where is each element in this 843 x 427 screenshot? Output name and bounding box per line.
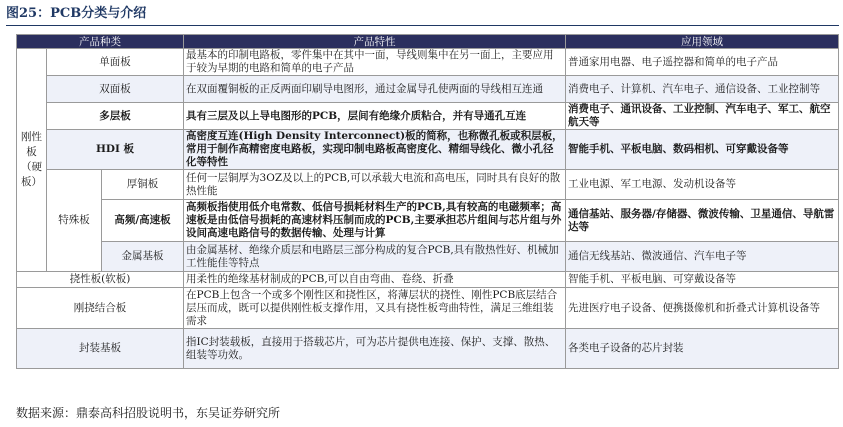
table-row bbox=[17, 130, 839, 170]
row-feature-thick-copper: 任何一层铜厚为3OZ及以上的PCB,可以承载大电流和高电压，同时具有良好的散热性能 bbox=[184, 170, 566, 200]
table-row bbox=[17, 49, 839, 76]
row-app-thick-copper: 工业电源、军工电源、发动机设备等 bbox=[566, 170, 839, 200]
row-name-hdi: HDI 板 bbox=[47, 130, 184, 170]
table-row bbox=[17, 272, 839, 288]
row-app-hdi: 智能手机、平板电脑、数码相机、可穿戴设备等 bbox=[566, 130, 839, 170]
row-feature-flex: 用柔性的绝缘基材制成的PCB,可以自由弯曲、卷绕、折叠 bbox=[184, 272, 566, 288]
row-feature-substrate: 指IC封装载板，直接用于搭载芯片，可为芯片提供电连接、保护、支撑、散热、组装等功效。 bbox=[184, 329, 566, 369]
row-name-flex: 挠性板(软板) bbox=[17, 272, 184, 288]
row-name-double: 双面板 bbox=[47, 76, 184, 103]
header-category: 产品种类 bbox=[17, 35, 184, 49]
row-feature-double: 在双面覆铜板的正反两面印刷导电图形，通过金属导孔使两面的导线相互连通 bbox=[184, 76, 566, 103]
rigid-group-label: 刚性板（硬板） bbox=[17, 49, 47, 272]
row-app-double: 消费电子、计算机、汽车电子、通信设备、工业控制等 bbox=[566, 76, 839, 103]
table-header-row bbox=[17, 35, 839, 49]
row-feature-multilayer: 具有三层及以上导电图形的PCB，层间有绝缘介质粘合，并有导通孔互连 bbox=[184, 103, 566, 130]
table-row bbox=[17, 170, 839, 200]
special-group-label: 特殊板 bbox=[47, 170, 102, 272]
row-name-multilayer: 多层板 bbox=[47, 103, 184, 130]
row-app-substrate: 各类电子设备的芯片封装 bbox=[566, 329, 839, 369]
title-rule bbox=[6, 25, 839, 26]
row-app-single: 普通家用电器、电子遥控器和简单的电子产品 bbox=[566, 49, 839, 76]
row-app-metal: 通信无线基站、微波通信、汽车电子等 bbox=[566, 242, 839, 272]
row-feature-metal: 由金属基材、绝缘介质层和电路层三部分构成的复合PCB,具有散热性好、机械加工性能佳等特点 bbox=[184, 242, 566, 272]
row-feature-single: 最基本的印制电路板，零件集中在其中一面，导线则集中在另一面上，主要应用于较为早期的电路和简单的电子产品 bbox=[184, 49, 566, 76]
row-name-high-freq: 高频/高速板 bbox=[102, 200, 184, 242]
row-app-high-freq: 通信基站、服务器/存储器、微波传输、卫星通信、导航雷达等 bbox=[566, 200, 839, 242]
row-name-thick-copper: 厚铜板 bbox=[102, 170, 184, 200]
pcb-classification-table bbox=[16, 34, 839, 369]
row-app-rigid-flex: 先进医疗电子设备、便携摄像机和折叠式计算机设备等 bbox=[566, 288, 839, 329]
row-app-flex: 智能手机、平板电脑、可穿戴设备等 bbox=[566, 272, 839, 288]
row-name-substrate: 封装基板 bbox=[17, 329, 184, 369]
table-row bbox=[17, 200, 839, 242]
header-feature: 产品特性 bbox=[184, 35, 566, 49]
row-feature-rigid-flex: 在PCB上包含一个或多个刚性区和挠性区，将薄层状的挠性、刚性PCB底层结合层压而成，既可以提供刚性板支撑作用，又具有挠性板弯曲特性，满足三维组装需求 bbox=[184, 288, 566, 329]
row-feature-high-freq: 高频板指使用低介电常数、低信号损耗材料生产的PCB,具有较高的电磁频率；高速板是由低信号损耗的高速材料压制而成的PCB,主要承担芯片组间与芯片组与外设间高速电路信号的数据传输、处理与计算 bbox=[184, 200, 566, 242]
row-name-rigid-flex: 刚挠结合板 bbox=[17, 288, 184, 329]
row-feature-hdi: 高密度互连(High Density Interconnect)板的简称，也称微孔板或积层板，常用于制作高精密度电路板，实现印制电路板高密度化、精细导线化、微小孔径化等特性 bbox=[184, 130, 566, 170]
table-row bbox=[17, 76, 839, 103]
table-row bbox=[17, 329, 839, 369]
header-application: 应用领域 bbox=[566, 35, 839, 49]
row-name-single: 单面板 bbox=[47, 49, 184, 76]
table-row bbox=[17, 103, 839, 130]
source-note: 数据来源：鼎泰高科招股说明书，东吴证券研究所 bbox=[16, 406, 281, 420]
table-row bbox=[17, 288, 839, 329]
table-row bbox=[17, 242, 839, 272]
row-name-metal: 金属基板 bbox=[102, 242, 184, 272]
figure-title: 图25：PCB分类与介绍 bbox=[6, 6, 147, 21]
row-app-multilayer: 消费电子、通讯设备、工业控制、汽车电子、军工、航空航天等 bbox=[566, 103, 839, 130]
